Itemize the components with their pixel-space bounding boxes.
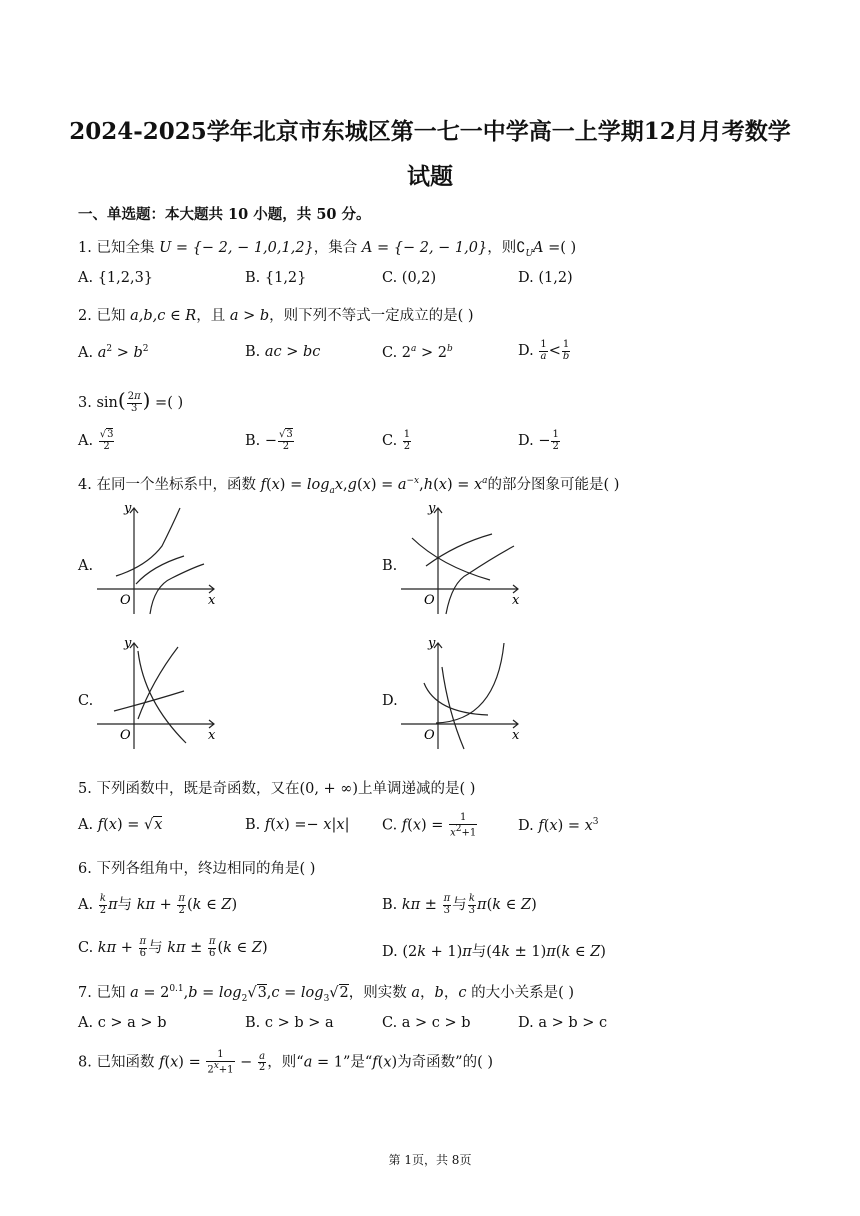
q2-option-a: A. $a^2 > b^2$: [78, 344, 149, 361]
q6-option-c: C. kπ + $\frac{\pi}{6}$ 与 kπ ± $\frac{\pi}{6}$ (k ∈ Z): [78, 936, 268, 959]
q4-label-c: C.: [78, 693, 94, 709]
graph-b-origin-label: O: [424, 593, 435, 608]
graph-d-y-label: y: [428, 636, 436, 651]
q7-option-d: D. a > b > c: [518, 1015, 608, 1031]
q7-option-b: B. c > b > a: [245, 1015, 334, 1031]
q3-option-d: D. − $\frac{1}{2}$: [518, 429, 559, 452]
q6-option-b: B. kπ ± $\frac{\pi}{3}$ 与 $\frac{k}{3}$ π(k ∈ Z): [382, 893, 537, 916]
q4-graph-c: [92, 631, 222, 751]
graph-c-origin-label: O: [120, 728, 131, 743]
graph-a-x-label: x: [208, 593, 216, 608]
q5-option-b: B. f(x) =− x|x|: [245, 817, 350, 833]
q1-option-b: B. {1,2}: [245, 270, 307, 286]
graph-c-x-label: x: [208, 728, 216, 743]
question-1: 1. 已知全集 U = {− 2, − 1,0,1,2}，集合 A = {− 2, − 1,0}，则$∁_UA$ =( ): [78, 240, 577, 259]
q1-option-a: A. {1,2,3}: [78, 270, 154, 286]
q1-option-c: C. (0,2): [382, 270, 437, 286]
question-2: 2. 已知 a,b,c ∈ R，且 a > b，则下列不等式一定成立的是( ): [78, 308, 474, 324]
q7-option-c: C. a > c > b: [382, 1015, 471, 1031]
q3-option-c: C. $\frac{1}{2}$: [382, 429, 411, 452]
q7-option-a: A. c > a > b: [78, 1015, 167, 1031]
graph-b-x-label: x: [512, 593, 520, 608]
graph-b-y-label: y: [428, 501, 436, 516]
document-title-line-2: 试题: [407, 163, 453, 190]
graph-d-origin-label: O: [424, 728, 435, 743]
q4-label-d: D.: [382, 693, 398, 709]
question-8: 8. 已知函数 f(x) = $\frac{1}{2^x+1}$ − $\frac{a}{2}$ ，则“a = 1”是“f(x)为奇函数”的( ): [78, 1049, 494, 1075]
question-5: 5. 下列函数中，既是奇函数，又在(0, + ∞)上单调递减的是( ): [78, 781, 476, 797]
q6-option-d: D. (2k + 1)π与(4k ± 1)π(k ∈ Z): [382, 944, 606, 960]
q3-option-b: B. − $\frac{√3}{2}$: [245, 429, 293, 452]
q4-label-a: A.: [78, 558, 94, 574]
question-6: 6. 下列各组角中，终边相同的角是( ): [78, 861, 316, 877]
question-3: 3. sin( $\frac{2\pi}{3}$ ) =( ): [78, 388, 184, 414]
q4-graph-a: [92, 496, 222, 616]
question-7: 7. 已知 $a = 2^{0.1},b = \log_2√3,c = \log_3√2$，则实数 a，b，c 的大小关系是( ): [78, 984, 575, 1004]
graph-a-y-label: y: [124, 501, 132, 516]
graph-a-origin-label: O: [120, 593, 131, 608]
q5-option-c: C. f(x) = $\frac{1}{x^2+1}$: [382, 812, 477, 838]
q1-option-d: D. (1,2): [518, 270, 573, 286]
document-title-line-1: 2024-2025学年北京市东城区第一七一中学高一上学期12月月考数学: [69, 118, 791, 145]
q4-graph-b: [396, 496, 526, 616]
q6-option-a: A. $\frac{k}{2}$ π与 kπ + $\frac{\pi}{2}$ (k ∈ Z): [78, 893, 238, 916]
q2-option-c: C. $2^a > 2^b$: [382, 344, 453, 361]
q3-option-a: A. $\frac{√3}{2}$: [78, 429, 114, 452]
page-footer: 第 1页，共 8页: [388, 1153, 472, 1167]
graph-d-x-label: x: [512, 728, 520, 743]
q5-option-d: D. $f(x) = x^3$: [518, 817, 599, 834]
question-4: 4. 在同一个坐标系中，函数 $f(x) = \log_ax,g(x) = a^{-x},h(x) = x^a$的部分图象可能是( ): [78, 476, 620, 496]
section-heading: 一、单选题：本大题共 10 小题，共 50 分。: [78, 206, 371, 223]
graph-c-y-label: y: [124, 636, 132, 651]
q4-graph-d: [396, 631, 526, 751]
q4-label-b: B.: [382, 558, 398, 574]
q5-option-a: A. f(x) = √x: [78, 817, 163, 833]
q2-option-b: B. ac > bc: [245, 344, 321, 360]
q2-option-d: D. $\frac{1}{a}$ < $\frac{1}{b}$: [518, 339, 570, 362]
